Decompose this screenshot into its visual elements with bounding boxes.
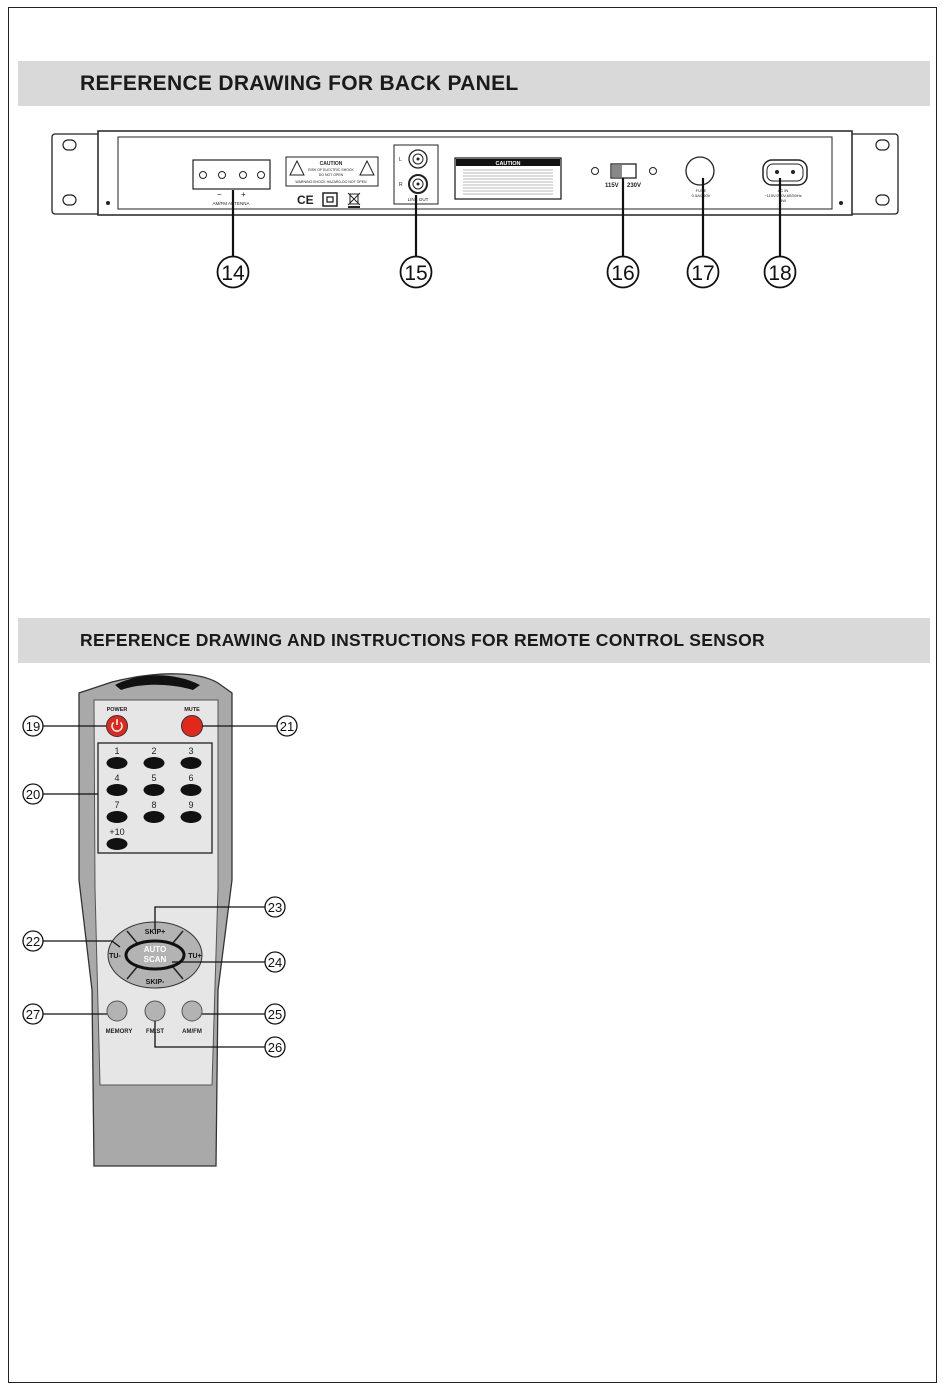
numeric-key-label: +10	[109, 827, 125, 837]
callout-19: 19	[25, 719, 41, 734]
section-title: REFERENCE DRAWING AND INSTRUCTIONS FOR REMOTE CONTROL SENSOR	[80, 630, 765, 650]
callout-22: 22	[25, 934, 41, 949]
ac-power: 5W	[780, 198, 786, 203]
callout-26: 26	[267, 1040, 283, 1055]
line-out-r-label: R	[399, 182, 403, 188]
mount-hole-icon	[876, 195, 889, 205]
mount-hole-icon	[63, 195, 76, 205]
rca-pin	[417, 183, 420, 186]
fuse-rating: 0.5A/250V	[691, 193, 711, 198]
ac-in-label: AC IN	[777, 188, 789, 193]
tune-up-button[interactable]: TU+	[188, 953, 202, 960]
callout-25: 25	[267, 1007, 283, 1022]
callout-27: 27	[25, 1007, 41, 1022]
remote-control-drawing	[23, 674, 297, 1166]
numeric-key-label: 1	[114, 746, 120, 756]
rack-ear-right	[850, 134, 898, 214]
skip-plus-button[interactable]: SKIP+	[144, 929, 166, 936]
double-insulation-inner	[327, 197, 333, 202]
ac-pin	[791, 170, 795, 174]
screw-icon	[592, 168, 599, 175]
tune-down-button[interactable]: TU-	[109, 953, 121, 960]
callout-20: 20	[25, 787, 41, 802]
numeric-key-label: 4	[114, 773, 120, 783]
voltage-switch-knob	[612, 165, 622, 177]
numeric-key-7[interactable]	[107, 811, 128, 823]
skip-minus-button[interactable]: SKIP-	[145, 979, 165, 986]
antenna-plus: +	[241, 190, 246, 199]
fuse-holder-icon	[686, 157, 714, 185]
switch-230-label: 230V	[627, 183, 642, 189]
numeric-key-label: 2	[151, 746, 157, 756]
terminal-screw-icon	[240, 172, 247, 179]
callout-23: 23	[267, 900, 283, 915]
ac-inlet-inner	[767, 164, 803, 181]
numeric-key-label: 6	[188, 773, 194, 783]
numeric-key-10[interactable]	[107, 838, 128, 850]
numeric-key-label: 3	[188, 746, 194, 756]
scan-label: SCAN	[143, 955, 167, 964]
terminal-screw-icon	[258, 172, 265, 179]
mount-hole-icon	[876, 140, 889, 150]
caution-small-text: DO NOT OPEN	[318, 173, 344, 177]
numeric-key-3[interactable]	[181, 757, 202, 769]
numeric-key-label: 9	[188, 800, 194, 810]
back-panel-drawing	[52, 131, 898, 288]
caution-small-title: CAUTION	[319, 161, 343, 167]
terminal-screw-icon	[219, 172, 226, 179]
fm-stereo-button[interactable]	[145, 1001, 165, 1021]
numeric-key-4[interactable]	[107, 784, 128, 796]
numeric-key-label: 7	[114, 800, 120, 810]
numeric-key-1[interactable]	[107, 757, 128, 769]
screw-icon	[839, 201, 843, 205]
antenna-minus: −	[217, 190, 222, 199]
numeric-key-2[interactable]	[144, 757, 165, 769]
callout-24: 24	[267, 955, 283, 970]
screw-icon	[650, 168, 657, 175]
am-fm-button[interactable]	[182, 1001, 202, 1021]
section-title: REFERENCE DRAWING FOR BACK PANEL	[80, 72, 519, 95]
fuse-label: FUSE	[695, 188, 707, 193]
callout-17: 17	[691, 262, 715, 285]
callout-14: 14	[221, 262, 245, 285]
power-label: POWER	[106, 707, 128, 713]
caution-notice-title: CAUTION	[495, 161, 521, 167]
line-out-l-label: L	[399, 157, 402, 163]
numeric-key-9[interactable]	[181, 811, 202, 823]
auto-label: AUTO	[143, 945, 167, 954]
ac-pin	[775, 170, 779, 174]
numeric-key-label: 5	[151, 773, 157, 783]
terminal-screw-icon	[200, 172, 207, 179]
callout-15: 15	[404, 262, 428, 285]
callout-16: 16	[611, 262, 635, 285]
switch-115-label: 115V	[605, 183, 619, 189]
am-fm-label: AM/FM	[182, 1029, 202, 1035]
line-out-label: LINE OUT	[407, 197, 429, 202]
mute-label: MUTE	[184, 707, 200, 713]
rca-pin	[417, 158, 420, 161]
numeric-key-8[interactable]	[144, 811, 165, 823]
numeric-key-5[interactable]	[144, 784, 165, 796]
ce-mark-icon: CE	[297, 193, 314, 207]
numeric-key-label: 8	[151, 800, 157, 810]
screw-icon	[106, 201, 110, 205]
memory-button[interactable]	[107, 1001, 127, 1021]
memory-label: MEMORY	[105, 1029, 133, 1035]
mount-hole-icon	[63, 140, 76, 150]
antenna-label: AM/FM ANTENNA	[212, 201, 250, 206]
numeric-key-6[interactable]	[181, 784, 202, 796]
power-button[interactable]	[107, 716, 128, 737]
callout-21: 21	[279, 719, 295, 734]
mute-button[interactable]	[182, 716, 203, 737]
caution-small-text: WARNING:SHOCK HAZARD-DO NOT OPEN	[295, 180, 367, 184]
fm-stereo-label: FM.ST	[146, 1029, 164, 1035]
callout-18: 18	[768, 262, 792, 285]
caution-small-text: RISK OF ELECTRIC SHOCK	[308, 168, 354, 172]
ac-rating: ~115V/230V,60/50Hz	[764, 193, 802, 198]
